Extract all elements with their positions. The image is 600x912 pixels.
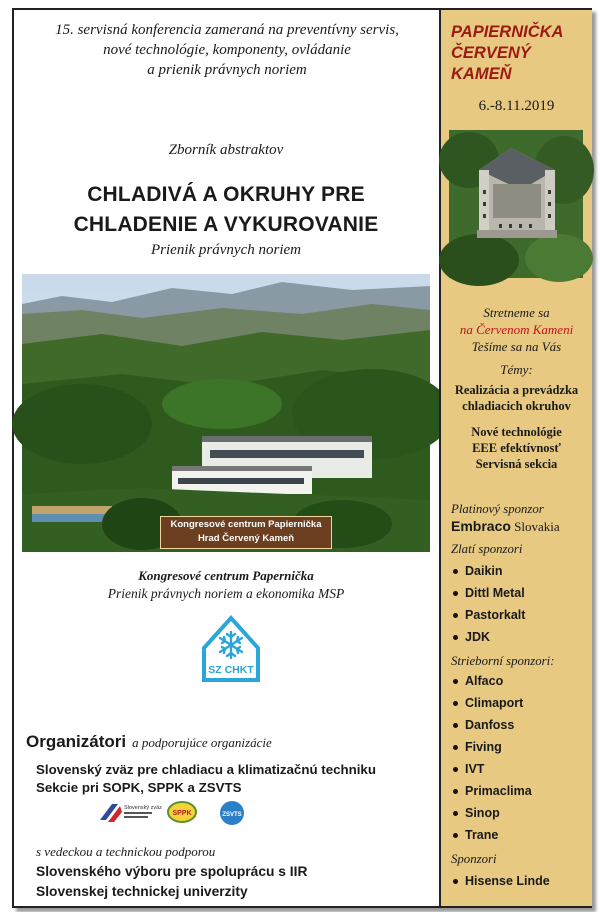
organizers-subtitle: a podporujúce organizácie: [132, 735, 272, 750]
sponsor-name: Hisense Linde: [465, 874, 550, 888]
zbornik-label: Zborník abstraktov: [168, 142, 284, 158]
topic-1-line-2: chladiacich okruhov: [462, 399, 571, 413]
meeting-line-1: Stretneme sa: [483, 305, 550, 320]
silver-sponsor: [453, 784, 532, 798]
main-title-line-1: CHLADIVÁ A OKRUHY PRE: [87, 183, 365, 206]
congress-center-photo: [22, 274, 430, 552]
sponsor: [453, 874, 550, 888]
sponsors-label: Sponzori: [451, 852, 497, 866]
castle-illustration: [449, 130, 583, 278]
organizer-line-1: Slovenský zväz pre chladiacu a klimatizačnú techniku: [36, 762, 376, 777]
silver-sponsor-name: Fiving: [465, 740, 502, 754]
sidebar-title-line-1: PAPIERNIČKA: [451, 23, 564, 41]
gold-sponsor-name: JDK: [465, 630, 491, 644]
silver-sponsor-name: Alfaco: [465, 674, 504, 688]
bullet-icon: [453, 613, 458, 618]
platinum-sponsor-label: Platinový sponzor: [451, 502, 544, 516]
bullet-icon: [453, 679, 458, 684]
snowflake-house-icon: [200, 614, 262, 684]
subtitle: Prienik právnych noriem: [151, 242, 301, 258]
intro-text: [28, 20, 426, 80]
sidebar-title-line-2: ČERVENÝ: [451, 44, 531, 62]
bullet-icon: [453, 591, 458, 596]
intro-line-2: nové technológie, komponenty, ovládanie: [103, 42, 351, 58]
bullet-icon: [453, 745, 458, 750]
organizers-heading: [26, 732, 436, 752]
partner-sppk-text: SPPK: [172, 810, 192, 817]
sppk-partner-icon: [162, 800, 202, 826]
gold-sponsor-name: Pastorkalt: [465, 608, 526, 622]
silver-sponsor: [453, 740, 502, 754]
gold-sponsors-label: Zlatí sponzori: [451, 542, 523, 556]
support-line-1: Slovenského výboru pre spoluprácu s IIR: [36, 864, 308, 879]
silver-sponsor: [453, 762, 484, 776]
sidebar-title-line-3: KAMEŇ: [451, 65, 512, 83]
platinum-sponsor-suffix: Slovakia: [514, 519, 560, 534]
logo-text: SZ CHKT: [208, 664, 254, 676]
topic-1-line-1: Realizácia a prevádzka: [454, 383, 579, 397]
silver-sponsor: [453, 828, 498, 842]
topic-2-line-1: Nové technológie: [471, 425, 562, 439]
gold-sponsor: [453, 564, 503, 578]
gold-sponsor: [453, 608, 525, 622]
topics-list: [441, 382, 592, 472]
topic-2-line-2: EEE efektívnosť: [472, 441, 561, 455]
photo-caption-line-2: Hrad Červený Kameň: [197, 533, 295, 544]
platinum-sponsor: [451, 518, 560, 535]
platinum-sponsor-name: Embraco: [451, 518, 511, 534]
photo-caption-line-1: Kongresové centrum Papiernička: [170, 519, 322, 530]
meeting-line-3: Tešíme sa na Vás: [471, 339, 562, 354]
main-title: [14, 180, 438, 240]
silver-sponsor-name: Sinop: [465, 806, 500, 820]
bullet-icon: [453, 723, 458, 728]
sz-chkt-logo: [200, 614, 262, 684]
silver-sponsor-name: Trane: [465, 828, 499, 842]
silver-sponsors-label: Strieborní sponzori:: [451, 654, 555, 668]
venue-name: Kongresové centrum Papernička: [138, 568, 314, 583]
main-column: [14, 10, 438, 906]
castle-photo: [449, 130, 583, 278]
silver-sponsor-name: IVT: [465, 762, 485, 776]
venue-topic: Prienik právnych noriem a ekonomika MSP: [107, 586, 345, 601]
organizer-line-2: Sekcie pri SOPK, SPPK a ZSVTS: [36, 780, 242, 795]
meeting-line-2: na Červenom Kameni: [459, 322, 574, 337]
event-date: 6.-8.11.2019: [478, 98, 555, 114]
support-line-2: Slovenskej technickej univerzity: [36, 884, 248, 899]
organizers-title: Organizátori: [26, 732, 127, 751]
sz-partner-logo: [98, 800, 162, 826]
landscape-illustration: [22, 274, 430, 552]
gold-sponsor-name: Dittl Metal: [465, 586, 525, 600]
sppk-partner-logo: [162, 800, 202, 826]
intro-line-1: 15. servisná konferencia zameraná na preventívny servis,: [55, 22, 399, 38]
silver-sponsor: [453, 696, 523, 710]
partner-zsvts-text: ZSVTS: [222, 812, 242, 818]
silver-sponsor: [453, 718, 514, 732]
gold-sponsor-name: Daikin: [465, 564, 503, 578]
conference-poster: [12, 8, 592, 908]
silver-sponsor-name: Climaport: [465, 696, 524, 710]
sidebar: [439, 10, 592, 906]
silver-sponsor-name: Primaclima: [465, 784, 532, 798]
topic-2-line-3: Servisná sekcia: [475, 457, 558, 471]
sz-partner-icon: [98, 800, 162, 826]
meeting-note: [441, 304, 592, 355]
bullet-icon: [453, 767, 458, 772]
zsvts-partner-logo: [212, 800, 252, 826]
bullet-icon: [453, 701, 458, 706]
silver-sponsor-name: Danfoss: [465, 718, 515, 732]
sidebar-title: [451, 22, 587, 85]
support-label: s vedeckou a technickou podporou: [36, 844, 216, 859]
bullet-icon: [453, 569, 458, 574]
topics-label: Témy:: [500, 362, 533, 377]
zsvts-partner-icon: [212, 800, 252, 826]
bullet-icon: [453, 789, 458, 794]
bullet-icon: [453, 635, 458, 640]
bullet-icon: [453, 811, 458, 816]
silver-sponsor: [453, 674, 503, 688]
silver-sponsor: [453, 806, 500, 820]
partner-sz-text: Slovenský zväz: [124, 805, 162, 811]
gold-sponsor: [453, 586, 525, 600]
photo-caption: [160, 516, 332, 549]
bullet-icon: [453, 879, 458, 884]
bullet-icon: [453, 833, 458, 838]
gold-sponsor: [453, 630, 490, 644]
main-title-line-2: CHLADENIE A VYKUROVANIE: [73, 213, 379, 236]
intro-line-3: a prienik právnych noriem: [147, 62, 307, 78]
